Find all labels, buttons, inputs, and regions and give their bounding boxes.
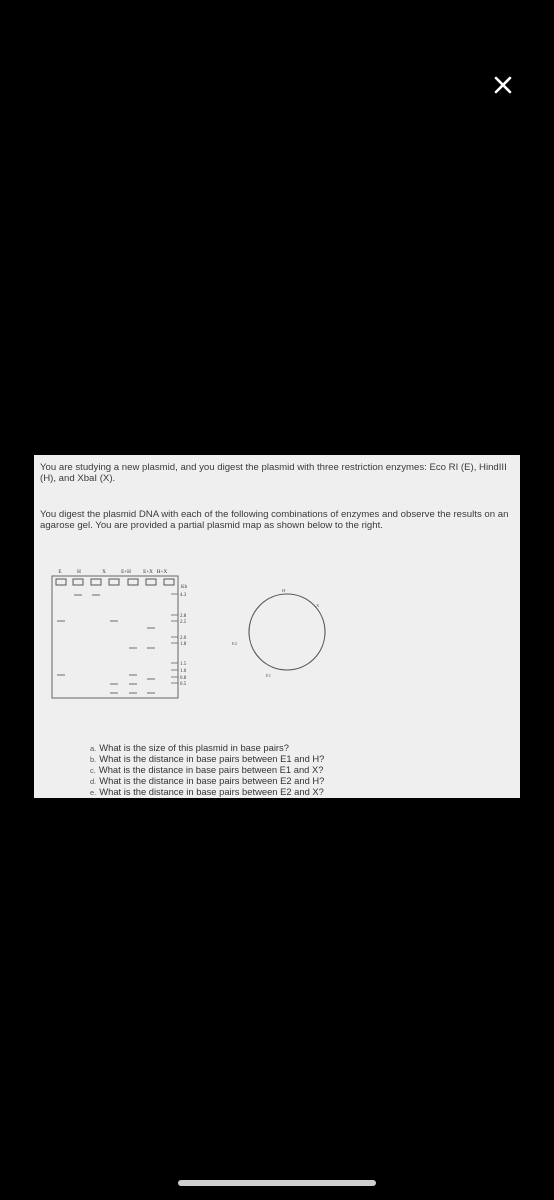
plasmid-site-label: H	[282, 588, 286, 593]
question-image	[34, 455, 520, 798]
gel-well	[146, 579, 156, 585]
instructions-paragraph: You digest the plasmid DNA with each of the following combinations of enzymes and observe the results on an agarose gel. You are provided a partial plasmid map as shown below to the right.	[40, 509, 509, 532]
lane-label: H+X	[156, 569, 168, 575]
question-item: e. What is the distance in base pairs between E2 and X?	[90, 786, 324, 798]
gel-wells	[56, 579, 174, 585]
marker-unit-label: Kb	[181, 585, 188, 590]
question-item: c. What is the distance in base pairs between E1 and X?	[90, 764, 324, 776]
marker-size-label: 2.8	[180, 614, 187, 619]
plasmid-site-label: E1	[266, 673, 272, 678]
gel-and-plasmid-figure	[34, 563, 520, 743]
marker-size-label: 1.0	[180, 669, 187, 674]
marker-size-label: 0.5	[180, 682, 187, 687]
gel-well	[109, 579, 119, 585]
gel-outline	[52, 576, 178, 698]
intro-paragraph: You are studying a new plasmid, and you digest the plasmid with three restriction enzymes: Eco RI (E), HindIII (H), and XbaI (X).	[40, 462, 507, 485]
close-button[interactable]	[488, 70, 518, 100]
lane-label: X	[102, 569, 106, 575]
gel-well	[73, 579, 83, 585]
gel-well	[164, 579, 174, 585]
marker-size-label: 4.3	[180, 593, 187, 598]
marker-size-label: 1.8	[180, 642, 187, 647]
marker-size-label: 0.8	[180, 676, 187, 681]
question-list	[90, 743, 324, 798]
gel-well	[56, 579, 66, 585]
marker-size-label: 2.0	[180, 636, 187, 641]
plasmid-site-label: E2	[232, 641, 238, 646]
lane-label: H	[77, 569, 81, 575]
lane-label: E	[58, 569, 62, 575]
close-icon	[488, 70, 518, 100]
plasmid-site-label: X	[316, 603, 320, 608]
gel-bands	[57, 595, 155, 693]
plasmid-circle	[249, 594, 325, 670]
home-indicator[interactable]	[178, 1180, 376, 1186]
marker-size-label: 1.5	[180, 662, 187, 667]
gel-well	[128, 579, 138, 585]
marker-size-label: 2.5	[180, 620, 187, 625]
lane-label: E+X	[143, 569, 153, 575]
question-item: b. What is the distance in base pairs between E1 and H?	[90, 753, 325, 765]
marker-ticks	[171, 594, 178, 683]
question-item: d. What is the distance in base pairs between E2 and H?	[90, 775, 325, 787]
lane-label: E+H	[121, 569, 131, 575]
question-item: a. What is the size of this plasmid in base pairs?	[90, 742, 289, 753]
gel-well	[91, 579, 101, 585]
